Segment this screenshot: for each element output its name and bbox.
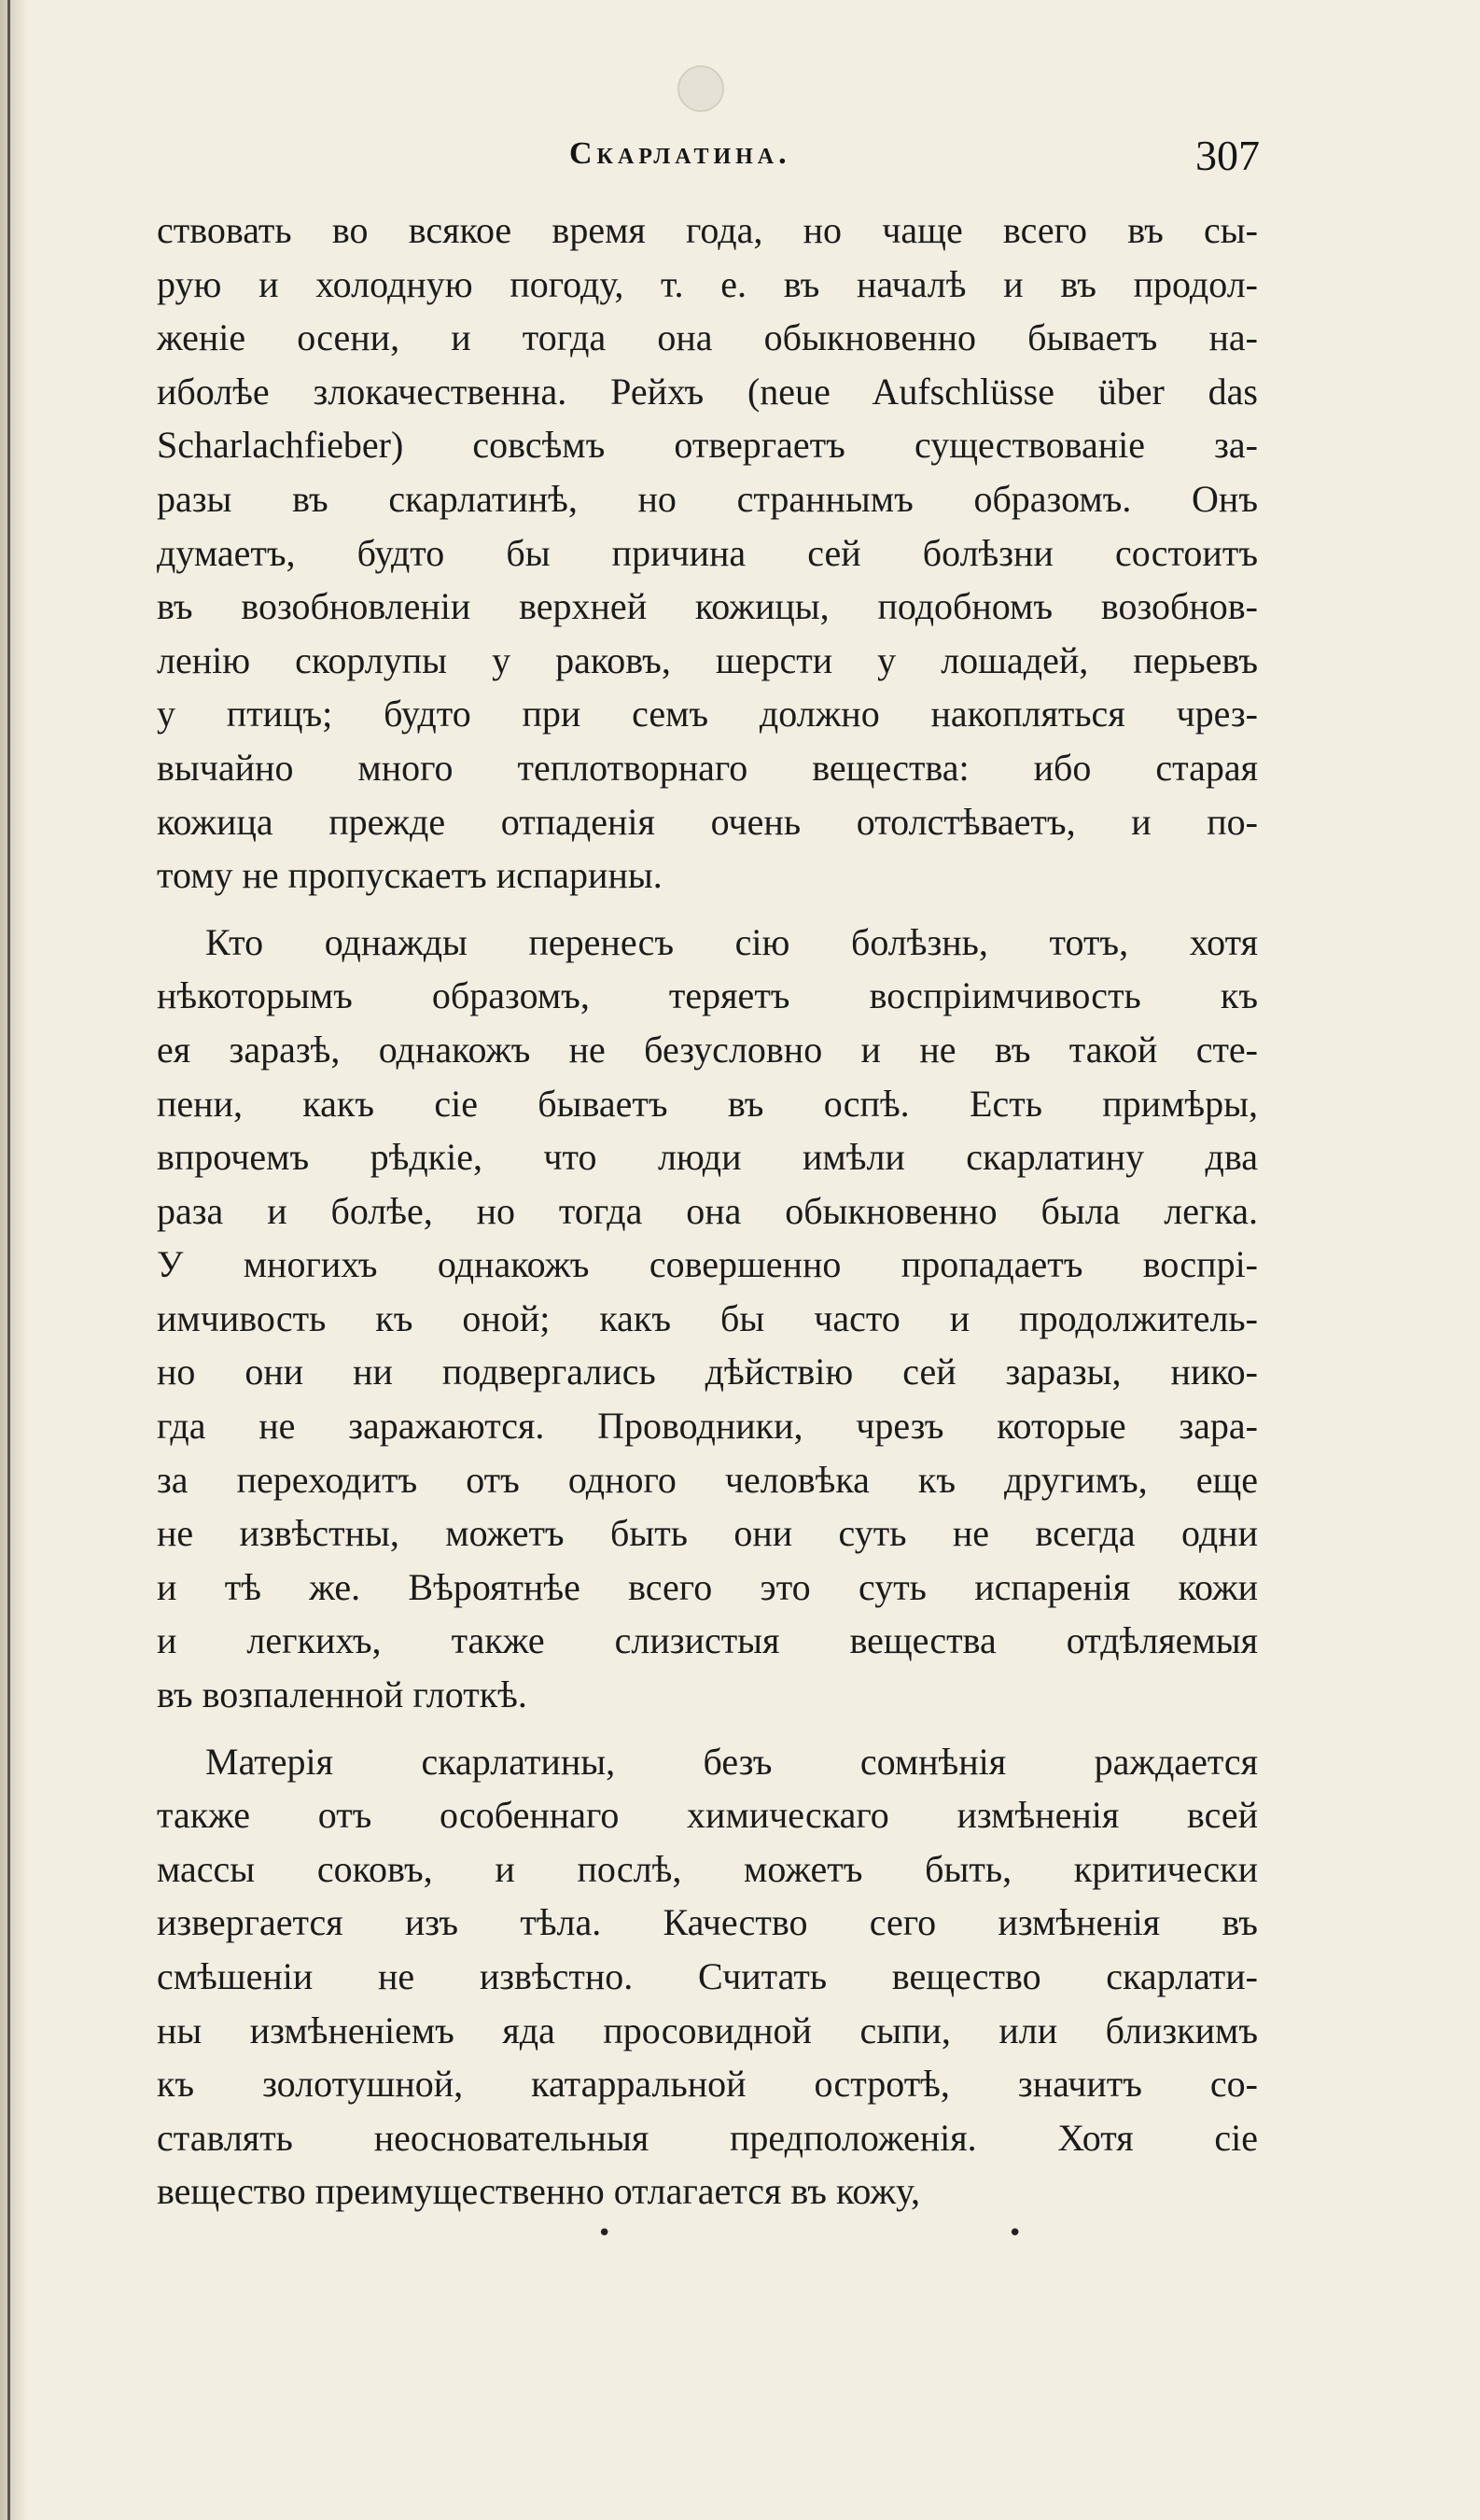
paragraph-3 (157, 1735, 1258, 2219)
text-line: гда не заражаются. Проводники, чрезъ которые зара- (157, 1405, 1258, 1448)
page-number: 307 (1195, 132, 1260, 179)
text-line: ея заразѣ, однакожъ не безусловно и не въ такой сте- (157, 1028, 1258, 1071)
paragraph-1 (157, 203, 1258, 903)
text-line: разы въ скарлатинѣ, но страннымъ образомъ. Онъ (157, 477, 1258, 520)
bottom-marks (597, 2219, 1082, 2257)
text-line: пени, какъ сіе бываетъ въ оспѣ. Есть примѣры, (157, 1082, 1258, 1125)
text-line: ленію скорлупы у раковъ, шерсти у лошадей, перьевъ (157, 638, 1258, 681)
bottom-mark: • (597, 2219, 612, 2247)
text-line: имчивость къ оной; какъ бы часто и продолжитель- (157, 1296, 1258, 1339)
text-line: тому не пропускаетъ испарины. (157, 854, 663, 897)
text-line: ны измѣненіемъ яда просовидной сыпи, или близкимъ (157, 2009, 1258, 2051)
text-line: въ возобновленіи верхней кожицы, подобномъ возобнов- (157, 585, 1258, 628)
text-line: и легкихъ, также слизистыя вещества отдѣляемыя (157, 1619, 1258, 1662)
text-line: за переходитъ отъ одного человѣка къ другимъ, еще (157, 1458, 1258, 1501)
text-line: вычайно много теплотворнаго вещества: ибо старая (157, 746, 1258, 789)
text-line: и тѣ же. Вѣроятнѣе всего это суть испаренія кожи (157, 1565, 1258, 1608)
text-line: въ возпаленной глоткѣ. (157, 1673, 527, 1716)
binding-line (7, 0, 10, 2520)
text-line: Scharlachfieber) совсѣмъ отвергаетъ существованіе за- (157, 424, 1258, 467)
text-line: массы соковъ, и послѣ, можетъ быть, критически (157, 1847, 1258, 1890)
text-line: У многихъ однакожъ совершенно пропадаетъ воспрі- (157, 1243, 1258, 1286)
text-line: ствовать во всякое время года, но чаще всего въ сы- (157, 209, 1258, 251)
text-line: Матерія скарлатины, безъ сомнѣнія раждается (205, 1740, 1258, 1783)
text-line: кожица прежде отпаденія очень отолстѣваетъ, и по- (157, 800, 1258, 843)
text-line: рую и холодную погоду, т. е. въ началѣ и въ продол- (157, 262, 1258, 305)
text-line: также отъ особеннаго химическаго измѣненія всей (157, 1794, 1258, 1837)
text-line: къ золотушной, катарральной остротѣ, значитъ со- (157, 2063, 1258, 2106)
paragraph-2 (157, 916, 1258, 1722)
text-line: женіе осени, и тогда она обыкновенно бываетъ на- (157, 316, 1258, 359)
text-line: вещество преимущественно отлагается въ кожу, (157, 2170, 921, 2213)
text-line: раза и болѣе, но тогда она обыкновенно была легка. (157, 1189, 1258, 1232)
text-line: Кто однажды перенесъ сію болѣзнь, тотъ, хотя (205, 920, 1258, 963)
page-header (159, 131, 1269, 196)
library-stamp-mark (677, 65, 724, 112)
text-line: извергается изъ тѣла. Качество сего измѣненія въ (157, 1901, 1258, 1944)
text-line: не извѣстны, можетъ быть они суть не всегда одни (157, 1512, 1258, 1555)
bottom-mark: • (1008, 2219, 1023, 2247)
text-line: впрочемъ рѣдкіе, что люди имѣли скарлатину два (157, 1136, 1258, 1179)
page-binding-edge (0, 0, 28, 2520)
text-line: иболѣе злокачественна. Рейхъ (neue Aufschlüsse über das (157, 370, 1258, 413)
text-line: нѣкоторымъ образомъ, теряетъ воспріимчивость къ (157, 974, 1258, 1017)
text-line: но они ни подвергались дѣйствію сей заразы, нико- (157, 1351, 1258, 1393)
text-line: ставлять неосновательныя предположенія. Хотя сіе (157, 2116, 1258, 2159)
text-line: думаетъ, будто бы причина сей болѣзни состоитъ (157, 531, 1258, 574)
text-line: у птицъ; будто при семъ должно накопляться чрез- (157, 693, 1258, 735)
body-text (157, 203, 1258, 2219)
text-line: смѣшеніи не извѣстно. Считать вещество скарлати- (157, 1955, 1258, 1997)
running-title: Скарлатина. (569, 136, 791, 171)
